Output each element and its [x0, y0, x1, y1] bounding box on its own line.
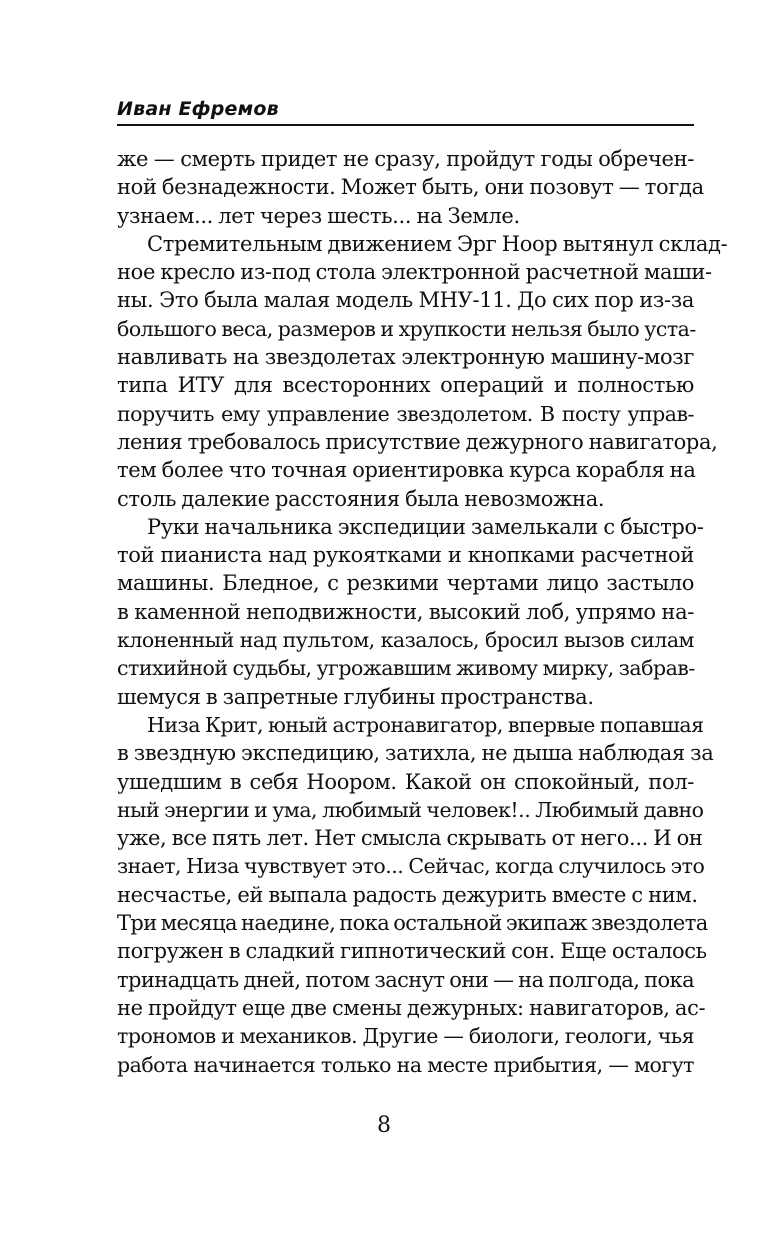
page-number: 8 — [377, 1113, 391, 1138]
text-line: ной безнадежности. Может быть, они позовут — тогда — [117, 175, 704, 200]
text-line: Три месяца наедине, пока остальной экипаж звездолета — [117, 911, 708, 936]
text-line: знает, Низа чувствует это... Сейчас, когда случилось это — [117, 854, 705, 879]
text-line: поручить ему управление звездолетом. В посту управ- — [117, 401, 694, 426]
text-line: в звездную экспедицию, затихла, не дыша наблюдая за — [117, 741, 714, 766]
text-line: ушедшим в себя Ноором. Какой он спокойный, пол- — [117, 769, 694, 794]
body-text — [117, 145, 728, 1079]
text-line: в каменной неподвижности, высокий лоб, упрямо на- — [117, 599, 694, 624]
text-line: стихийной судьбы, угрожавшим живому мирку, забрав- — [117, 656, 695, 681]
text-line: большого веса, размеров и хрупкости нельзя было уста- — [117, 316, 696, 341]
text-line: тринадцать дней, потом заснут они — на полгода, пока — [117, 967, 694, 992]
text-line: ный энергии и ума, любимый человек!.. Любимый давно — [117, 797, 704, 822]
text-line: той пианиста над рукоятками и кнопками расчетной — [117, 543, 694, 568]
text-line: ное кресло из-под стола электронной расчетной маши- — [117, 260, 712, 285]
text-line: уже, все пять лет. Нет смысла скрывать от него... И он — [117, 826, 703, 851]
text-line: работа начинается только на месте прибытия, — могут — [117, 1052, 694, 1077]
text-line: трономов и механиков. Другие — биологи, геологи, чья — [117, 1024, 694, 1049]
text-line: столь далекие расстояния была невозможна. — [117, 486, 605, 511]
text-line: не пройдут еще две смены дежурных: навигаторов, ас- — [117, 995, 706, 1020]
text-line: клоненный над пультом, казалось, бросил вызов силам — [117, 628, 694, 653]
text-line: несчастье, ей выпала радость дежурить вместе с ним. — [117, 882, 698, 907]
text-line: Стремительным движением Эрг Ноор вытянул склад- — [147, 231, 728, 256]
text-line: шемуся в запретные глубины пространства. — [117, 684, 594, 709]
text-line: узнаем... лет через шесть... на Земле. — [117, 203, 520, 228]
text-line: машины. Бледное, с резкими чертами лицо застыло — [117, 571, 694, 596]
text-line: же — смерть придет не сразу, пройдут годы обречен- — [117, 147, 694, 171]
text-line: Руки начальника экспедиции замелькали с быстро- — [147, 514, 704, 539]
running-header — [117, 97, 694, 126]
text-line: Низа Крит, юный астронавигатор, впервые попавшая — [147, 712, 704, 737]
text-line: тем более что точная ориентировка курса корабля на — [117, 458, 696, 483]
author-name: Иван Ефремов — [117, 98, 279, 120]
text-line: навливать на звездолетах электронную машину-мозг — [117, 345, 694, 370]
text-line: типа ИТУ для всесторонних операций и полностью — [117, 373, 694, 398]
text-line: ления требовалось присутствие дежурного навигатора, — [117, 429, 718, 454]
text-line: ны. Это была малая модель МНУ-11. До сих пор из-за — [117, 288, 694, 313]
text-line: погружен в сладкий гипнотический сон. Еще осталось — [117, 939, 707, 964]
